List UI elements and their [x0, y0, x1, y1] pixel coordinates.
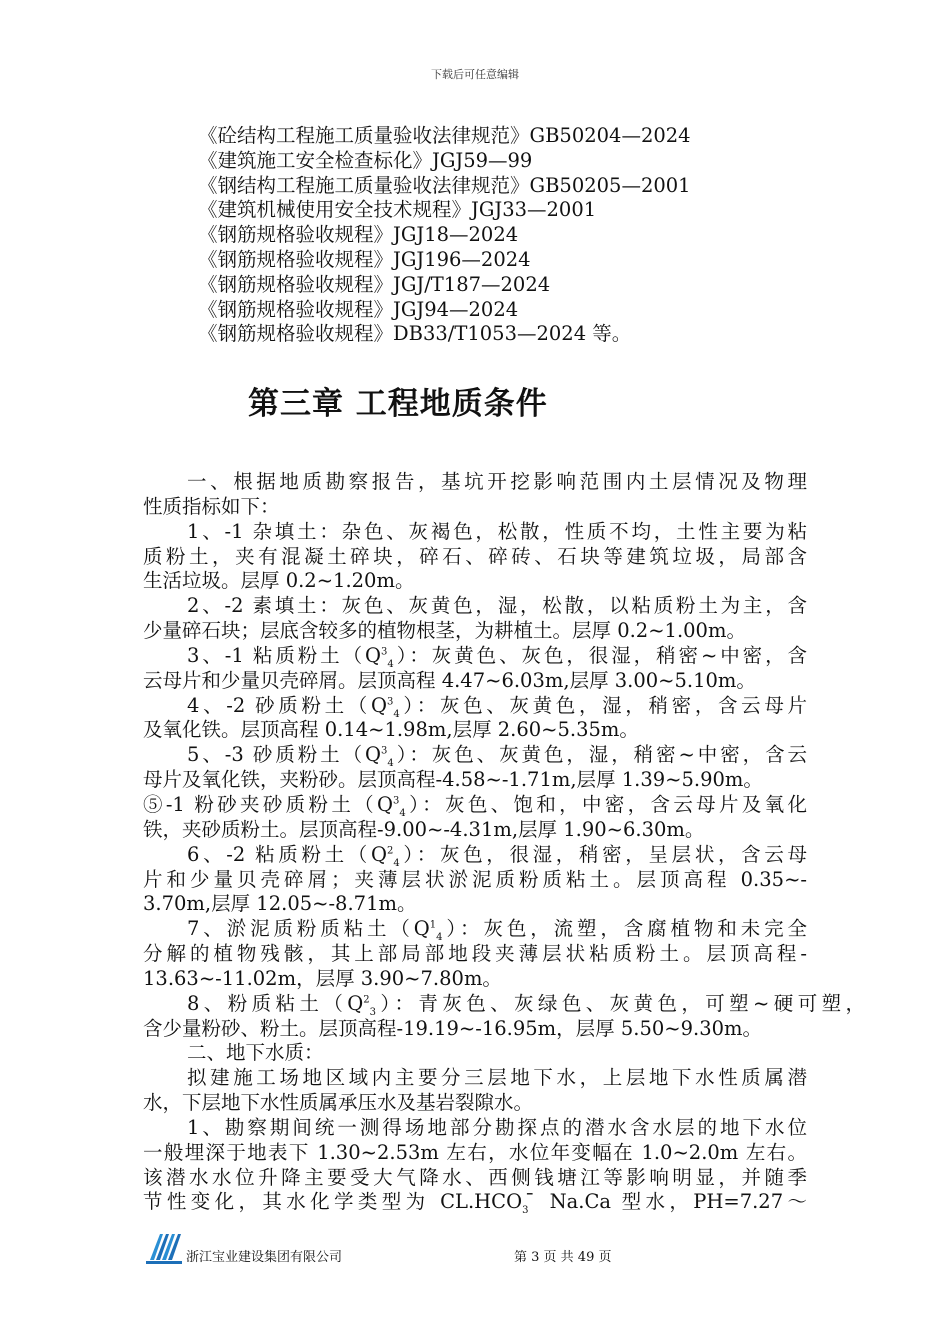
paragraph-line: 一、根据地质勘察报告，基坑开挖影响范围内土层情况及物理 [187, 470, 807, 493]
paragraph-line: 2、-2 素填土：灰色、灰黄色，湿，松散，以粘质粉土为主，含 [187, 594, 807, 618]
subscript: 3 [369, 1006, 376, 1018]
paragraph-line: 3.70m,层厚 12.05~-8.71m。 [143, 892, 417, 916]
page-number: 第 3 页 共 49 页 [514, 1250, 612, 1265]
paragraph-line: 云母片和少量贝壳碎屑。层顶高程 4.47~6.03m,层厚 3.00~5.10m。 [143, 668, 756, 692]
paragraph-line: 铁，夹砂质粉土。层顶高程-9.00~-4.31m,层厚 1.90~6.30m。 [143, 817, 705, 841]
paragraph-line: 分解的植物残骸，其上部局部地段夹薄层状粘质粉土。层顶高程- [143, 942, 807, 966]
superscript: 3 [386, 696, 394, 708]
paragraph-line: 该潜水水位升降主要受大气降水、西侧钱塘江等影响明显，并随季 [143, 1165, 807, 1189]
paragraph-line: 13.63~-11.02m，层厚 3.90~7.80m。 [143, 966, 502, 990]
reference-item: 《钢筋规格验收规程》JGJ196—2024 [198, 247, 531, 271]
paragraph-line: 性质指标如下： [143, 494, 280, 518]
paragraph-line: 1、-1 杂填土：杂色、灰褐色，松散，性质不均，土性主要为粘 [187, 519, 807, 543]
paragraph-line: 拟建施工场地区域内主要分三层地下水，上层地下水性质属潜 [187, 1066, 807, 1090]
reference-item: 《钢筋规格验收规程》DB33/T1053—2024 等。 [198, 322, 632, 346]
reference-item: 《建筑施工安全检查标化》JGJ59—99 [198, 148, 533, 172]
paragraph-line [143, 992, 865, 1017]
paragraph-line: 水，下层地下水性质属承压水及基岩裂隙水。 [143, 1091, 534, 1115]
paragraph-line: 1、勘察期间统一测得场地部分勘探点的潜水含水层的地下水位 [187, 1115, 807, 1139]
text-span: 8、粉质粘土（Q [187, 991, 364, 1015]
body-text [143, 470, 865, 1217]
reference-item: 《钢筋规格验收规程》JGJ18—2024 [198, 223, 519, 247]
reference-item: 《钢结构工程施工质量验收法律规范》GB50205—2001 [198, 173, 691, 197]
paragraph-line: 及氧化铁。层顶高程 0.14~1.98m,层厚 2.60~5.35m。 [143, 718, 639, 742]
paragraph-line [143, 743, 807, 768]
text-span: ̄ Na.Ca 型水，PH=7.27～ [528, 1190, 807, 1214]
text-span: ）：青灰色、灰绿色、灰黄色，可塑~硬可塑， [375, 991, 865, 1015]
superscript: 3 [393, 795, 400, 807]
paragraph-line: 母片及氧化铁，夹粉砂。层顶高程-4.58~-1.71m,层厚 1.39~5.90m。 [143, 768, 763, 792]
reference-item: 《钢筋规格验收规程》JGJ94—2024 [198, 297, 519, 321]
superscript: 3 [381, 745, 388, 757]
text-span: 4、-2 砂质粉土（Q [187, 693, 387, 717]
subscript: 4 [387, 758, 394, 770]
chapter-title: 第三章 工程地质条件 [248, 386, 548, 422]
reference-list [198, 124, 691, 347]
paragraph-line: 含少量粉砂、粉土。层顶高程-19.19~-16.95m，层厚 5.50~9.30m。 [143, 1016, 763, 1040]
superscript: 3 [381, 646, 388, 658]
text-span: ）：灰黄色、灰色，很湿，稍密~中密，含 [393, 643, 807, 667]
subscript: 4 [393, 857, 400, 869]
page-footer [146, 1228, 646, 1264]
text-span: 7、淤泥质粉质粘土（Q [187, 917, 430, 941]
text-span: 6、-2 粘质粉土（Q [187, 842, 387, 866]
company-logo-icon [146, 1228, 182, 1264]
reference-item: 《钢筋规格验收规程》JGJ/T187—2024 [198, 272, 551, 296]
paragraph-line [143, 694, 807, 719]
paragraph-line: 一般埋深于地表下 1.30~2.53m 左右，水位年变幅在 1.0~2.0m 左右。 [143, 1140, 807, 1164]
subscript: 4 [393, 708, 400, 720]
text-span: ）：灰色、饱和，中密，含云母片及氧化 [405, 792, 807, 816]
reference-item: 《砼结构工程施工质量验收法律规范》GB50204—2024 [198, 124, 691, 147]
text-span: ）：灰色，很湿，稍密，呈层状，含云母 [399, 842, 807, 866]
superscript: 2 [386, 845, 394, 857]
reference-item: 《建筑机械使用安全技术规程》JGJ33—2001 [198, 198, 597, 222]
paragraph-line: 少量碎石块；层底含较多的植物根茎，为耕植土。层厚 0.2~1.00m。 [143, 619, 746, 643]
paragraph-line: 二、地下水质： [187, 1041, 324, 1065]
text-span: ）：灰色，流塑，含腐植物和未完全 [442, 917, 807, 941]
text-span: ）：灰色、灰黄色，湿，稍密，含云母片 [399, 693, 807, 717]
superscript: 2 [363, 994, 370, 1006]
text-span: ⑤-1 粉砂夹砂质粉土（Q [143, 792, 394, 816]
text-span: ）：灰色、灰黄色，湿，稍密~中密，含云 [393, 743, 807, 767]
paragraph-line: 片和少量贝壳碎屑；夹薄层状淤泥质粉质粘土。层顶高程 0.35~- [143, 867, 807, 891]
paragraph-line [143, 793, 807, 818]
subscript: 3 [522, 1205, 529, 1217]
paragraph-line: 质粉土，夹有混凝土碎块，碎石、碎砖、石块等建筑垃圾，局部含 [143, 544, 807, 568]
text-span: 节性变化，其水化学类型为 CL.HCO [143, 1190, 523, 1214]
subscript: 4 [436, 932, 443, 944]
subscript: 4 [387, 658, 394, 670]
superscript: 1 [429, 919, 437, 931]
text-span: 3、-1 粘质粉土（Q [187, 643, 382, 667]
paragraph-line: 生活垃圾。层厚 0.2~1.20m。 [143, 569, 415, 593]
company-name: 浙江宝业建设集团有限公司 [186, 1250, 343, 1265]
header-note: 下载后可任意编辑 [431, 68, 519, 81]
text-span: 5、-3 砂质粉土（Q [187, 743, 382, 767]
paragraph-line [143, 917, 807, 942]
paragraph-line [143, 843, 807, 868]
paragraph-line [143, 1190, 807, 1215]
subscript: 4 [399, 807, 406, 819]
paragraph-line [143, 644, 807, 669]
